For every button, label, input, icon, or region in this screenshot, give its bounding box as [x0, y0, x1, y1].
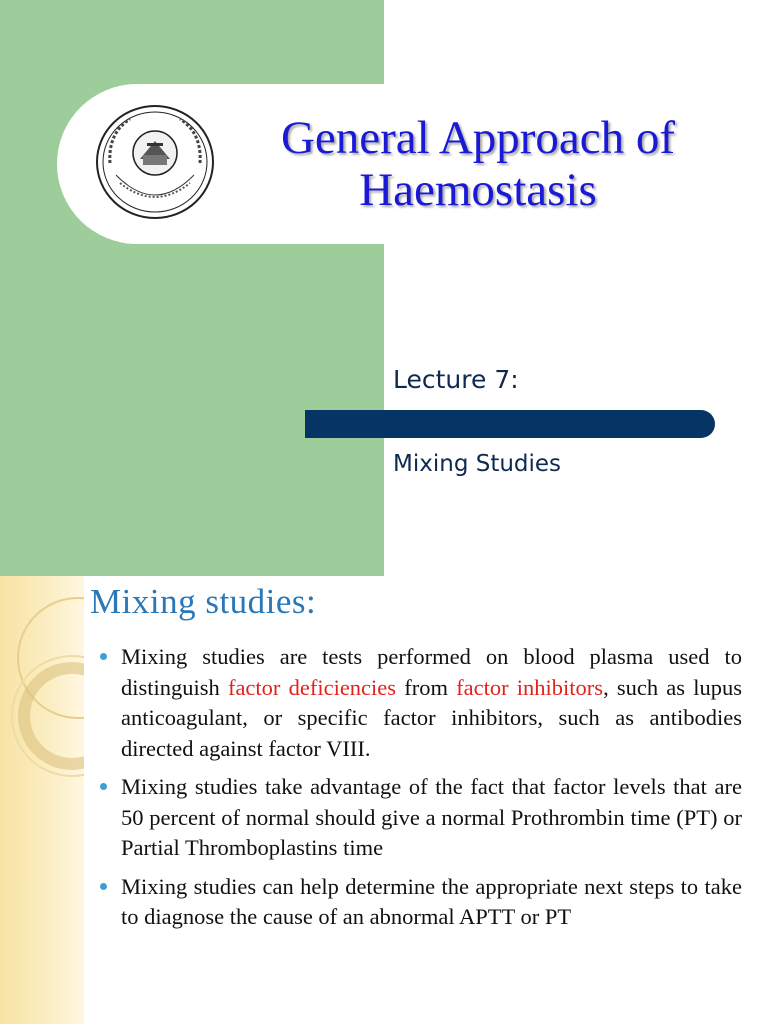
decorative-rings-icon [0, 576, 84, 1024]
title-line-1: General Approach of [280, 112, 676, 164]
bullet-dot-icon [100, 883, 107, 890]
bullet-1-highlight-inhibitors: factor inhibitors [456, 674, 604, 700]
lecture-label: Lecture 7: [393, 365, 519, 394]
lecture-subtitle: Mixing Studies [393, 451, 562, 477]
title-line-2: Haemostasis [359, 164, 597, 216]
bullet-dot-icon [100, 783, 107, 790]
slide-title [218, 112, 738, 216]
bullet-item [100, 772, 742, 864]
university-seal-logo [94, 103, 216, 221]
bullet-dot-icon [100, 653, 107, 660]
bullet-1-text-mid: from [396, 674, 457, 700]
bullet-3-text: Mixing studies can help determine the appropriate next steps to take to diagnose the cause of an abnormal APTT or PT [121, 873, 742, 929]
bullet-item [100, 642, 742, 764]
content-slide [0, 576, 768, 1024]
bullet-1-text-post: , such as lupus anticoagulant, or specific factor inhibitors, such as antibodies directed against factor VIII. [121, 674, 742, 761]
bullet-list [100, 642, 742, 941]
bullet-item [100, 872, 742, 933]
bullet-2-text: Mixing studies take advantage of the fact that factor levels that are 50 percent of normal should give a normal Prothrombin time (PT) or Partial Thromboplastins time [121, 774, 742, 860]
divider-bar [305, 410, 715, 438]
bullet-1-text-pre: Mixing studies are tests performed on blood plasma used to distinguish [121, 644, 742, 700]
content-slide-title: Mixing studies: [90, 582, 317, 621]
bullet-1-highlight-deficiencies: factor deficiencies [227, 674, 397, 700]
